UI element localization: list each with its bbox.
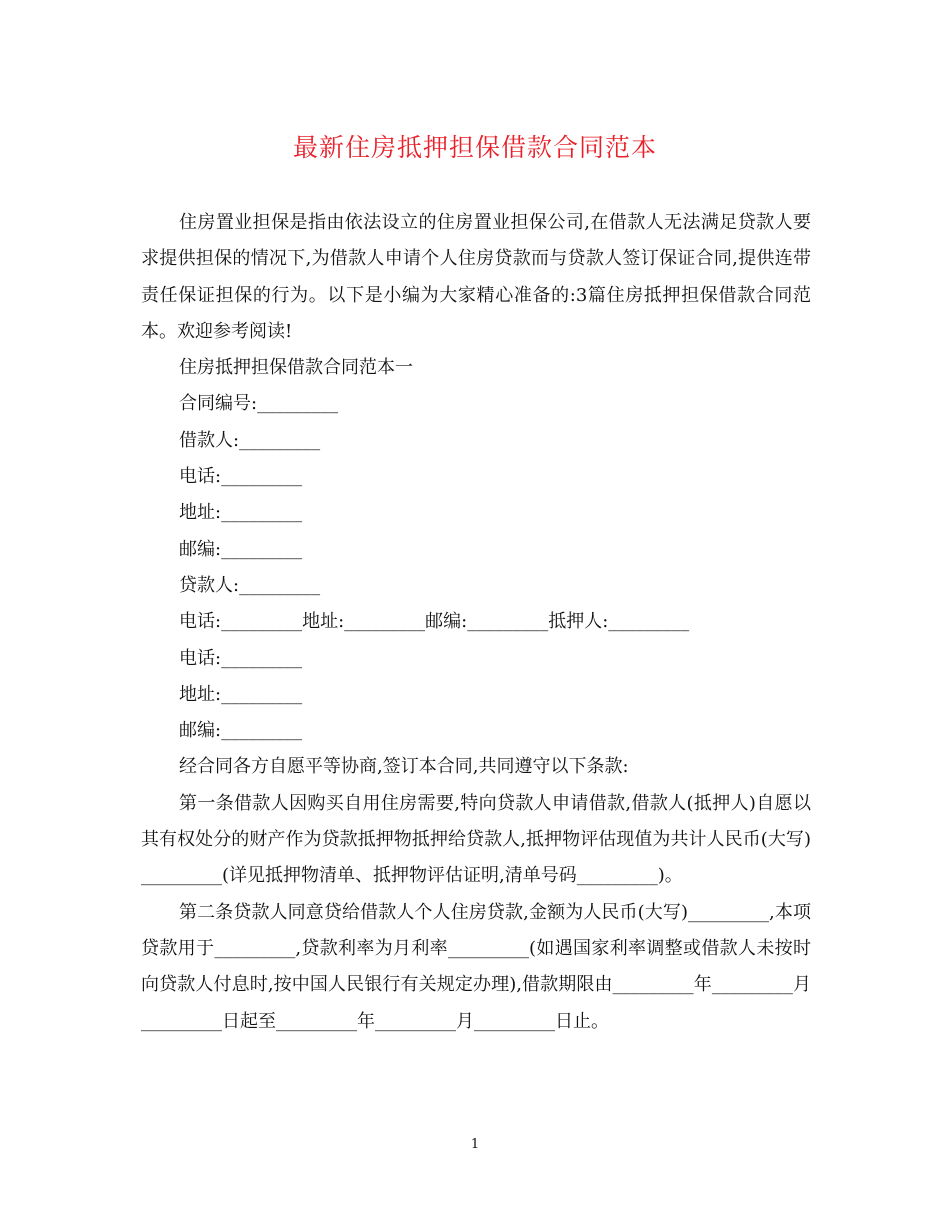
- document-title: 最新住房抵押担保借款合同范本: [292, 133, 657, 162]
- borrower-address-field: 地址:_________: [179, 502, 303, 524]
- lender-details-field: 电话:_________地址:_________邮编:_________抵押人:_________: [179, 611, 690, 633]
- document-body: [141, 205, 811, 1040]
- borrower-postcode-field: 邮编:_________: [179, 538, 303, 560]
- borrower-phone-field: 电话:_________: [179, 466, 303, 488]
- page-number: 1: [470, 1137, 480, 1152]
- mortgagor-postcode-field: 邮编:_________: [179, 720, 303, 742]
- section-heading: 住房抵押担保借款合同范本一: [179, 357, 413, 379]
- preamble-paragraph: 经合同各方自愿平等协商,签订本合同,共同遵守以下条款:: [179, 756, 629, 778]
- mortgagor-address-field: 地址:_________: [179, 683, 303, 705]
- contract-number-field: 合同编号:_________: [179, 393, 339, 415]
- lender-field: 贷款人:_________: [179, 574, 321, 596]
- article-1-paragraph: 第一条借款人因购买自用住房需要,特向贷款人申请借款,借款人(抵押人)自愿以其有权处分的财产作为贷款抵押物抵押给贷款人,抵押物评估现值为共计人民币(大写)_________(详见抵押物清单、抵押物评估证明,清单号码_________)。: [141, 792, 811, 887]
- mortgagor-phone-field: 电话:_________: [179, 647, 303, 669]
- borrower-field: 借款人:_________: [179, 429, 321, 451]
- intro-paragraph: 住房置业担保是指由依法设立的住房置业担保公司,在借款人无法满足贷款人要求提供担保的情况下,为借款人申请个人住房贷款而与贷款人签订保证合同,提供连带责任保证担保的行为。以下是小编为大家精心准备的:3篇住房抵押担保借款合同范本。欢迎参考阅读!: [141, 212, 811, 342]
- article-2-paragraph: 第二条贷款人同意贷给借款人个人住房贷款,金额为人民币(大写)_________,本项贷款用于_________,贷款利率为月利率_________(如遇国家利率调整或借款人未按时向贷款人付息时,按中国人民银行有关规定办理),借款期限由_________年_________月_________日起至_________年_________月_________日止。: [141, 901, 811, 1032]
